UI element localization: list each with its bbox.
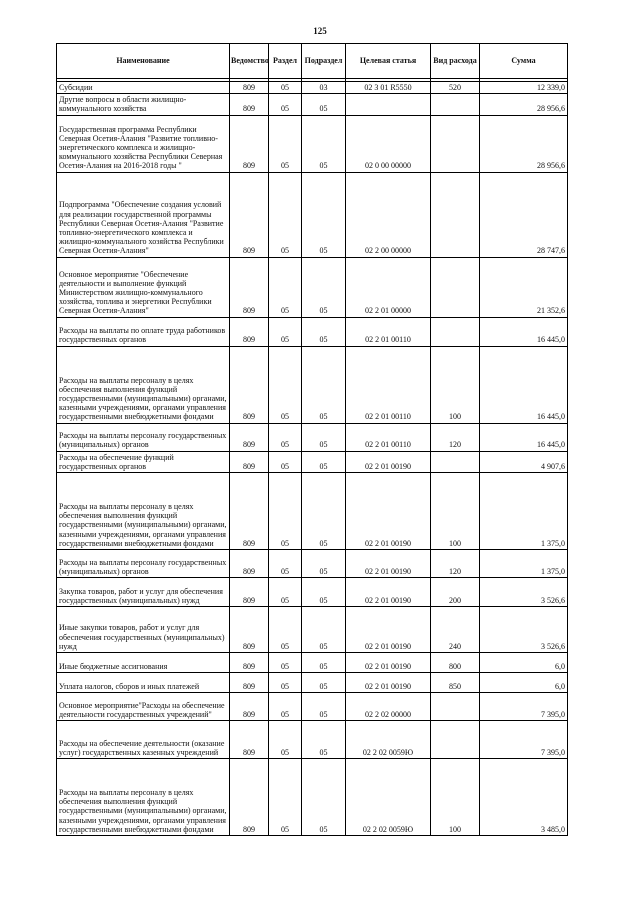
row-subsection: 05 bbox=[302, 692, 346, 720]
row-target-article: 02 2 02 0059Ю bbox=[346, 758, 431, 835]
row-name: Иные бюджетные ассигнования bbox=[57, 652, 230, 672]
row-section: 05 bbox=[269, 549, 302, 577]
row-subsection: 05 bbox=[302, 472, 346, 549]
row-subsection: 05 bbox=[302, 172, 346, 257]
row-subsection: 05 bbox=[302, 672, 346, 692]
row-name: Подпрограмма "Обеспечение создания условий для реализации государственной программы Республики Северная Осетия-Алания "Развитие топливно-энергетического комплекса и жилищно-коммунального хозяйства Республики Северная Осетия-Алания" bbox=[57, 172, 230, 257]
row-section: 05 bbox=[269, 346, 302, 423]
row-amount: 16 445,0 bbox=[480, 317, 568, 346]
row-department: 809 bbox=[230, 346, 269, 423]
row-department: 809 bbox=[230, 317, 269, 346]
page-number: 125 bbox=[313, 26, 327, 36]
header-amount: Сумма bbox=[480, 44, 568, 79]
row-subsection: 05 bbox=[302, 317, 346, 346]
row-target-article: 02 2 02 0059Ю bbox=[346, 720, 431, 758]
row-subsection: 05 bbox=[302, 720, 346, 758]
row-subsection: 05 bbox=[302, 257, 346, 317]
row-section: 05 bbox=[269, 672, 302, 692]
row-section: 05 bbox=[269, 82, 302, 94]
row-name: Расходы на выплаты персоналу государственных (муниципальных) органов bbox=[57, 423, 230, 451]
row-name: Расходы на выплаты персоналу в целях обеспечения выполнения функций государственными (муниципальными) органами, казенными учреждениями, органами управления государственными внебюджетными фондами bbox=[57, 472, 230, 549]
table-row bbox=[57, 317, 568, 346]
row-subsection: 05 bbox=[302, 451, 346, 472]
row-expense-type: 100 bbox=[431, 472, 480, 549]
row-department: 809 bbox=[230, 257, 269, 317]
row-department: 809 bbox=[230, 94, 269, 115]
table-row bbox=[57, 758, 568, 835]
row-target-article: 02 2 01 00190 bbox=[346, 472, 431, 549]
table-row bbox=[57, 652, 568, 672]
header-section: Раздел bbox=[269, 44, 302, 79]
row-department: 809 bbox=[230, 451, 269, 472]
row-target-article: 02 2 01 00190 bbox=[346, 549, 431, 577]
row-amount: 4 907,6 bbox=[480, 451, 568, 472]
row-amount: 12 339,0 bbox=[480, 82, 568, 94]
row-name: Основное мероприятие "Обеспечение деятельности и выполнение функций Министерством жилищно-коммунального хозяйства, топлива и энергетики Республики Северная Осетия-Алания" bbox=[57, 257, 230, 317]
table-row bbox=[57, 577, 568, 606]
row-amount: 3 526,6 bbox=[480, 606, 568, 652]
row-subsection: 05 bbox=[302, 577, 346, 606]
row-expense-type: 240 bbox=[431, 606, 480, 652]
row-section: 05 bbox=[269, 652, 302, 672]
row-target-article: 02 2 01 00110 bbox=[346, 423, 431, 451]
row-name: Расходы на обеспечение функций государственных органов bbox=[57, 451, 230, 472]
table-row bbox=[57, 172, 568, 257]
row-target-article: 02 0 00 00000 bbox=[346, 115, 431, 172]
row-target-article: 02 2 00 00000 bbox=[346, 172, 431, 257]
row-name: Расходы на обеспечение деятельности (оказание услуг) государственных казенных учреждений bbox=[57, 720, 230, 758]
table-row bbox=[57, 692, 568, 720]
row-expense-type bbox=[431, 692, 480, 720]
row-target-article bbox=[346, 94, 431, 115]
table-row bbox=[57, 94, 568, 115]
row-name: Расходы на выплаты персоналу в целях обеспечения выполнения функций государственными (муниципальными) органами, казенными учреждениями, органами управления государственными внебюджетными фондами bbox=[57, 758, 230, 835]
row-section: 05 bbox=[269, 94, 302, 115]
budget-table bbox=[56, 43, 568, 836]
table-row bbox=[57, 257, 568, 317]
table-row bbox=[57, 672, 568, 692]
row-amount: 16 445,0 bbox=[480, 346, 568, 423]
row-amount: 16 445,0 bbox=[480, 423, 568, 451]
row-subsection: 05 bbox=[302, 606, 346, 652]
header-name: Наименование bbox=[57, 44, 230, 79]
row-subsection: 05 bbox=[302, 652, 346, 672]
row-expense-type bbox=[431, 172, 480, 257]
row-department: 809 bbox=[230, 577, 269, 606]
header-department: Ведомство bbox=[230, 44, 269, 79]
row-department: 809 bbox=[230, 115, 269, 172]
header-subsection: Подраздел bbox=[302, 44, 346, 79]
row-amount: 7 395,0 bbox=[480, 692, 568, 720]
table-row bbox=[57, 606, 568, 652]
row-target-article: 02 2 01 00190 bbox=[346, 451, 431, 472]
row-department: 809 bbox=[230, 692, 269, 720]
row-name: Государственная программа Республики Северная Осетия-Алания "Развитие топливно-энергетического комплекса и жилищно-коммунального хозяйства Республики Северная Осетия-Алания на 2016-2018 годы " bbox=[57, 115, 230, 172]
row-name: Основное мероприятие"Расходы на обеспечение деятельности государственных учреждений" bbox=[57, 692, 230, 720]
row-name: Иные закупки товаров, работ и услуг для обеспечения государственных (муниципальных) нужд bbox=[57, 606, 230, 652]
row-section: 05 bbox=[269, 317, 302, 346]
row-amount: 1 375,0 bbox=[480, 472, 568, 549]
row-target-article: 02 2 01 00190 bbox=[346, 606, 431, 652]
row-amount: 3 526,6 bbox=[480, 577, 568, 606]
row-subsection: 05 bbox=[302, 423, 346, 451]
row-amount: 28 747,6 bbox=[480, 172, 568, 257]
row-expense-type bbox=[431, 257, 480, 317]
row-department: 809 bbox=[230, 758, 269, 835]
row-subsection: 05 bbox=[302, 758, 346, 835]
row-name: Расходы на выплаты персоналу в целях обеспечения выполнения функций государственными (муниципальными) органами, казенными учреждениями, органами управления государственными внебюджетными фондами bbox=[57, 346, 230, 423]
table-header-row bbox=[57, 44, 568, 79]
row-department: 809 bbox=[230, 472, 269, 549]
row-section: 05 bbox=[269, 577, 302, 606]
row-expense-type: 850 bbox=[431, 672, 480, 692]
row-target-article: 02 2 01 00000 bbox=[346, 257, 431, 317]
table-row bbox=[57, 549, 568, 577]
row-name: Уплата налогов, сборов и иных платежей bbox=[57, 672, 230, 692]
row-section: 05 bbox=[269, 606, 302, 652]
row-section: 05 bbox=[269, 172, 302, 257]
row-expense-type bbox=[431, 720, 480, 758]
row-department: 809 bbox=[230, 652, 269, 672]
row-target-article: 02 2 01 00190 bbox=[346, 672, 431, 692]
row-target-article: 02 2 01 00190 bbox=[346, 577, 431, 606]
row-subsection: 05 bbox=[302, 94, 346, 115]
row-department: 809 bbox=[230, 549, 269, 577]
row-department: 809 bbox=[230, 423, 269, 451]
row-expense-type: 520 bbox=[431, 82, 480, 94]
row-expense-type: 120 bbox=[431, 549, 480, 577]
row-target-article: 02 2 01 00110 bbox=[346, 346, 431, 423]
row-amount: 28 956,6 bbox=[480, 115, 568, 172]
table-row bbox=[57, 115, 568, 172]
row-subsection: 03 bbox=[302, 82, 346, 94]
row-expense-type: 200 bbox=[431, 577, 480, 606]
row-section: 05 bbox=[269, 720, 302, 758]
row-section: 05 bbox=[269, 692, 302, 720]
row-section: 05 bbox=[269, 758, 302, 835]
header-target-article: Целевая статья bbox=[346, 44, 431, 79]
row-target-article: 02 2 02 00000 bbox=[346, 692, 431, 720]
row-department: 809 bbox=[230, 672, 269, 692]
row-expense-type: 120 bbox=[431, 423, 480, 451]
row-department: 809 bbox=[230, 720, 269, 758]
row-expense-type: 800 bbox=[431, 652, 480, 672]
row-section: 05 bbox=[269, 257, 302, 317]
row-target-article: 02 3 01 R5550 bbox=[346, 82, 431, 94]
table-row bbox=[57, 451, 568, 472]
row-expense-type: 100 bbox=[431, 758, 480, 835]
row-target-article: 02 2 01 00110 bbox=[346, 317, 431, 346]
row-name: Расходы на выплаты по оплате труда работников государственных органов bbox=[57, 317, 230, 346]
row-amount: 21 352,6 bbox=[480, 257, 568, 317]
row-department: 809 bbox=[230, 82, 269, 94]
row-department: 809 bbox=[230, 172, 269, 257]
row-subsection: 05 bbox=[302, 346, 346, 423]
row-name: Субсидии bbox=[57, 82, 230, 94]
row-expense-type bbox=[431, 451, 480, 472]
table-row bbox=[57, 472, 568, 549]
row-expense-type bbox=[431, 317, 480, 346]
row-name: Закупка товаров, работ и услуг для обеспечения государственных (муниципальных) нужд bbox=[57, 577, 230, 606]
row-name: Расходы на выплаты персоналу государственных (муниципальных) органов bbox=[57, 549, 230, 577]
row-amount: 7 395,0 bbox=[480, 720, 568, 758]
row-section: 05 bbox=[269, 115, 302, 172]
row-department: 809 bbox=[230, 606, 269, 652]
table-row bbox=[57, 82, 568, 94]
row-expense-type bbox=[431, 115, 480, 172]
row-amount: 6,0 bbox=[480, 652, 568, 672]
header-expense-type: Вид расхода bbox=[431, 44, 480, 79]
row-amount: 6,0 bbox=[480, 672, 568, 692]
table-row bbox=[57, 423, 568, 451]
row-subsection: 05 bbox=[302, 549, 346, 577]
row-amount: 3 485,0 bbox=[480, 758, 568, 835]
row-amount: 28 956,6 bbox=[480, 94, 568, 115]
row-amount: 1 375,0 bbox=[480, 549, 568, 577]
row-subsection: 05 bbox=[302, 115, 346, 172]
row-name: Другие вопросы в области жилищно-коммунального хозяйства bbox=[57, 94, 230, 115]
row-expense-type bbox=[431, 94, 480, 115]
table-row bbox=[57, 720, 568, 758]
row-section: 05 bbox=[269, 423, 302, 451]
row-expense-type: 100 bbox=[431, 346, 480, 423]
row-section: 05 bbox=[269, 451, 302, 472]
row-section: 05 bbox=[269, 472, 302, 549]
table-row bbox=[57, 346, 568, 423]
row-target-article: 02 2 01 00190 bbox=[346, 652, 431, 672]
